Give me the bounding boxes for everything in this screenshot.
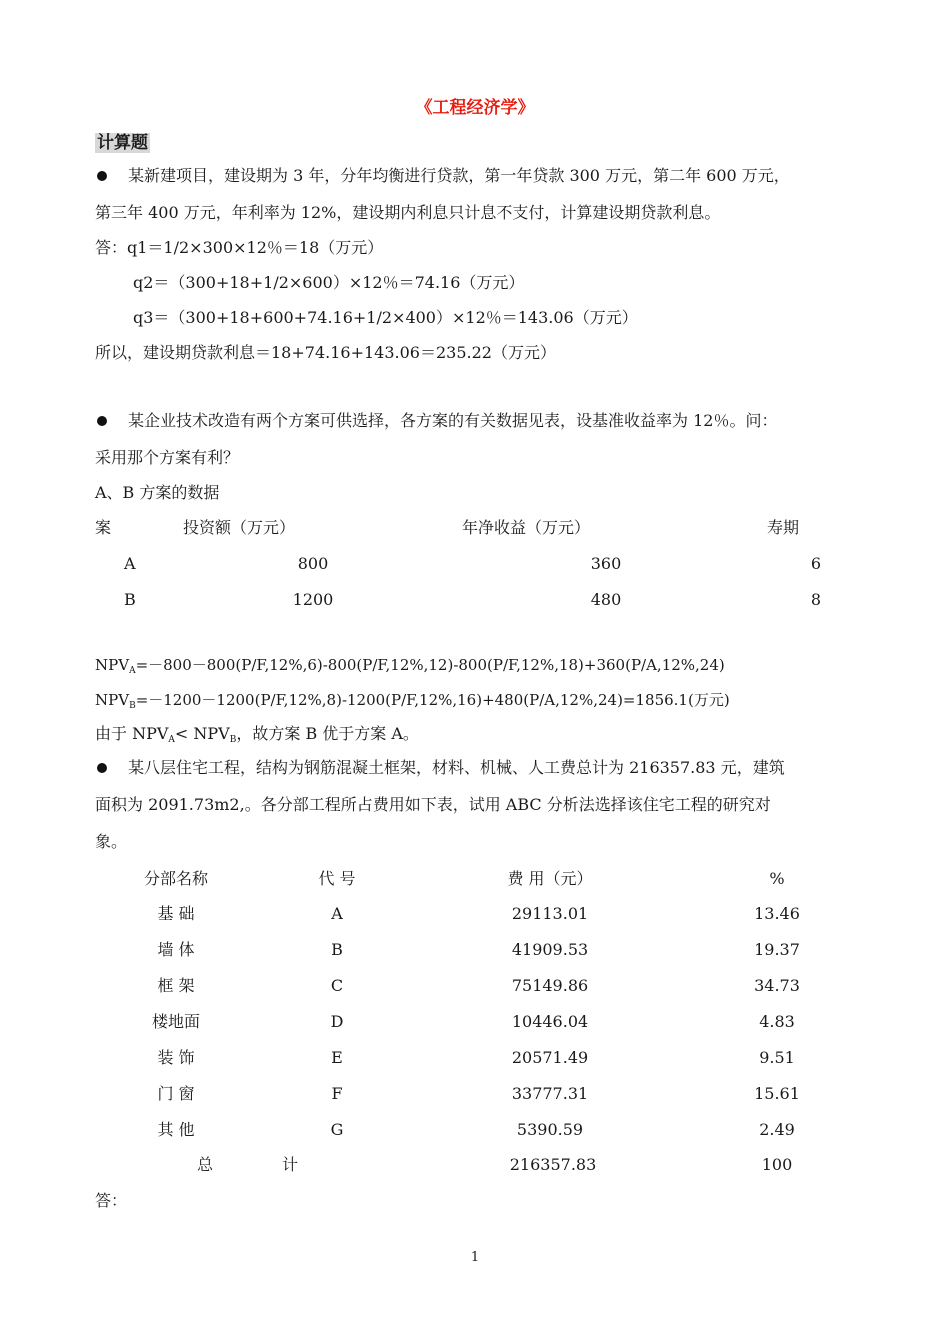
q3-total-label-2: 计 <box>281 1155 299 1174</box>
q1-answer-1: 答：q1＝1/2×300×12％＝18（万元） <box>95 238 384 257</box>
q3-header-code: 代 号 <box>318 869 356 888</box>
q2-row-a-investment: 800 <box>297 554 329 573</box>
q1-line2: 第三年 400 万元，年利率为 12%，建设期内利息只计息不支付，计算建设期贷款利息。 <box>95 203 721 222</box>
q3-line1: 某八层住宅工程，结构为钢筋混凝土框架，材料、机械、人工费总计为 216357.83 元，建筑 <box>128 758 785 777</box>
q2-row-a-life: 6 <box>810 554 822 573</box>
q3-row-6-code: F <box>331 1084 343 1103</box>
bullet-icon <box>97 416 107 426</box>
q3-row-1-code: A <box>331 904 343 923</box>
q2-header-net-income: 年净收益（万元） <box>462 518 591 537</box>
q3-row-5-name: 装 饰 <box>157 1048 195 1067</box>
q2-conclusion: 由于 $NPV_A< NPV_B$，故方案 B 优于方案 A。 <box>95 724 419 745</box>
q3-row-7-percent: 2.49 <box>759 1120 795 1139</box>
q1-line1: 某新建项目，建设期为 3 年，分年均衡进行贷款，第一年贷款 300 万元，第二年 600 万元， <box>128 166 790 185</box>
q3-row-6-name: 门 窗 <box>157 1084 195 1103</box>
q3-row-2-cost: 41909.53 <box>511 940 589 959</box>
q3-row-2-name: 墙 体 <box>157 940 195 959</box>
q3-header-name: 分部名称 <box>143 869 209 888</box>
q3-row-1-percent: 13.46 <box>754 904 800 923</box>
q1-answer-4: 所以，建设期贷款利息＝18+74.16+143.06＝235.22（万元） <box>95 343 556 362</box>
q3-row-4-cost: 10446.04 <box>511 1012 589 1031</box>
q3-row-6-percent: 15.61 <box>754 1084 800 1103</box>
q3-row-1-name: 基 础 <box>157 904 195 923</box>
bullet-icon <box>97 171 107 181</box>
q1-answer-2: q2＝（300+18+1/2×600）×12％＝74.16（万元） <box>133 273 525 292</box>
q2-header-plan: 案 <box>95 518 112 537</box>
q2-table-caption: A、B 方案的数据 <box>95 483 220 502</box>
bullet-icon <box>97 763 107 773</box>
q1-answer-3: q3＝（300+18+600+74.16+1/2×400）×12％＝143.06（万元） <box>133 308 638 327</box>
npv-b-formula: $NPV_B=-1200-1200(P/F,12\%,8)-1200(P/F,12\%,16)+480(P/A,12\%,24)=1856.1$(万元) <box>95 691 730 711</box>
q3-answer: 答： <box>95 1191 128 1210</box>
q3-row-1-cost: 29113.01 <box>511 904 589 923</box>
document-title: 《工程经济学》 <box>415 98 535 118</box>
q3-row-4-percent: 4.83 <box>759 1012 795 1031</box>
q3-total-label-1: 总 <box>196 1155 214 1174</box>
q3-row-7-code: G <box>330 1120 344 1139</box>
q2-row-b-investment: 1200 <box>292 590 334 609</box>
q2-row-a-net-income: 360 <box>590 554 622 573</box>
q3-header-cost: 费 用（元） <box>507 869 593 888</box>
q3-row-2-percent: 19.37 <box>754 940 800 959</box>
q3-row-7-cost: 5390.59 <box>516 1120 584 1139</box>
q3-row-5-cost: 20571.49 <box>511 1048 589 1067</box>
q3-row-3-percent: 34.73 <box>754 976 800 995</box>
q3-row-6-cost: 33777.31 <box>511 1084 589 1103</box>
page-number: 1 <box>470 1250 480 1265</box>
q3-total-cost: 216357.83 <box>509 1155 597 1174</box>
section-heading: 计算题 <box>97 133 148 153</box>
npv-a-formula: $NPV_A=-800-800(P/F,12\%,6)-800(P/F,12\%,12)-800(P/F,12\%,18)+360(P/A,12\%,24)$ <box>95 656 725 676</box>
q3-line3: 象。 <box>95 832 128 851</box>
q2-row-b-life: 8 <box>810 590 822 609</box>
q3-row-2-code: B <box>331 940 343 959</box>
q3-header-percent: % <box>769 869 785 888</box>
q3-row-5-percent: 9.51 <box>759 1048 795 1067</box>
q3-row-3-name: 框 架 <box>157 976 195 995</box>
q3-row-3-cost: 75149.86 <box>511 976 589 995</box>
q2-header-investment: 投资额（万元） <box>183 518 296 537</box>
q3-row-5-code: E <box>331 1048 343 1067</box>
q3-row-4-code: D <box>330 1012 344 1031</box>
q2-row-b-net-income: 480 <box>590 590 622 609</box>
q2-row-b-plan: B <box>124 590 136 609</box>
q3-line2: 面积为 2091.73m2,。各分部工程所占费用如下表，试用 ABC 分析法选择该住宅工程的研究对 <box>95 795 771 814</box>
q2-row-a-plan: A <box>124 554 136 573</box>
q3-row-7-name: 其 他 <box>157 1120 195 1139</box>
q2-line2: 采用那个方案有利？ <box>95 448 240 467</box>
q3-row-4-name: 楼地面 <box>151 1012 201 1031</box>
q3-total-percent: 100 <box>761 1155 793 1174</box>
q2-header-life: 寿期 <box>767 518 800 537</box>
q2-line1: 某企业技术改造有两个方案可供选择，各方案的有关数据见表，设基准收益率为 12％。问： <box>128 411 778 430</box>
q3-row-3-code: C <box>330 976 344 995</box>
